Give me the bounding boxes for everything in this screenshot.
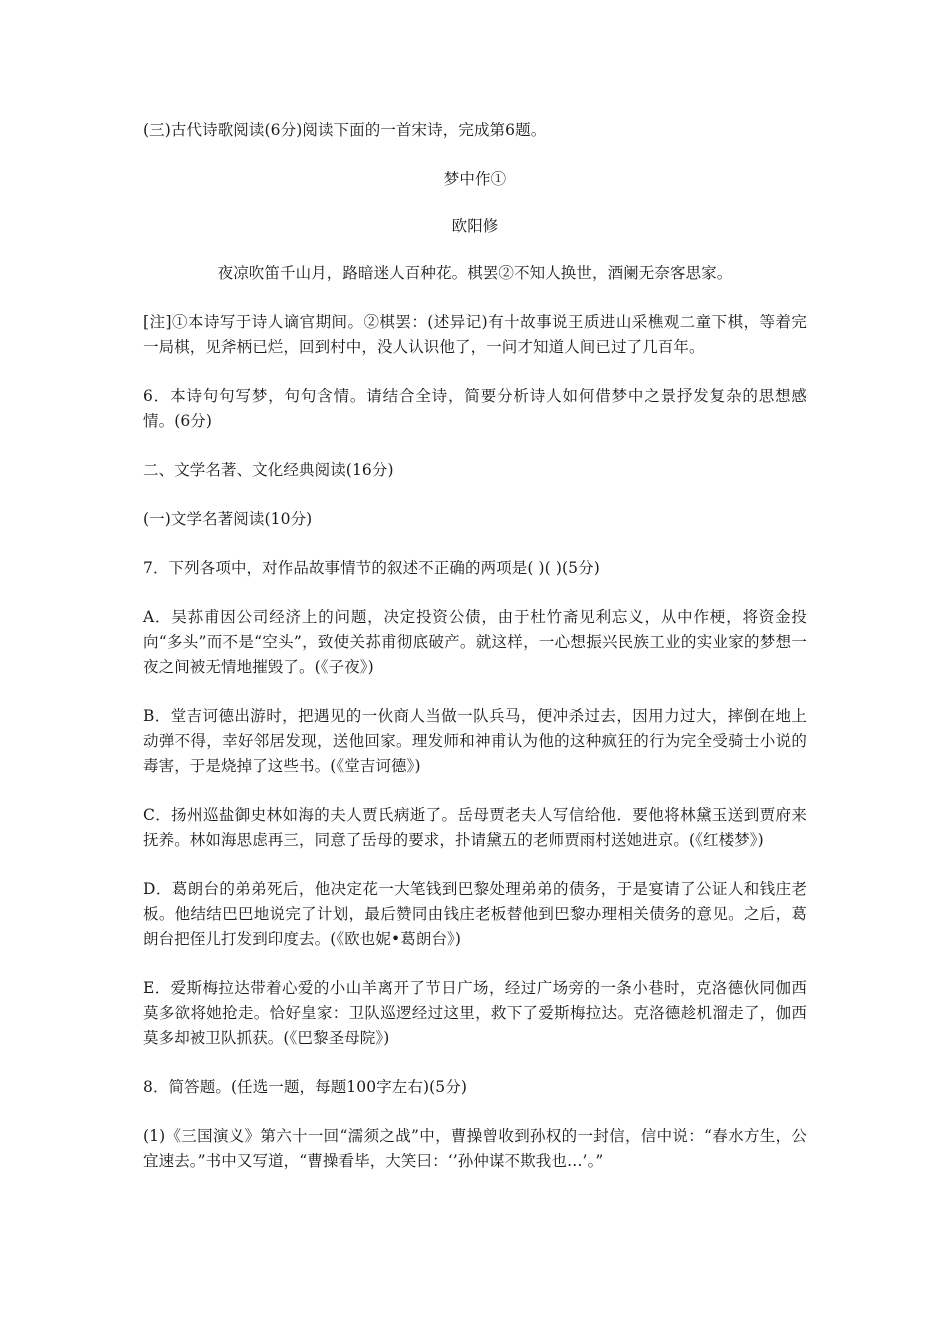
document-page [143, 118, 807, 1198]
section-2-heading: 二、文学名著、文化经典阅读(16分) [143, 461, 394, 479]
section-poetry-heading: (三)古代诗歌阅读(6分)阅读下面的一首宋诗，完成第6题。 [143, 121, 547, 139]
question-8: 8．简答题。(任选一题，每题100字左右)(5分) [143, 1078, 467, 1096]
poem-note: [注]①本诗写于诗人谪官期间。②棋罢：(述异记)有十故事说王质进山采樵观二童下棋，等着完一局棋，见斧柄已烂，回到村中，没人认识他了，一问才知道人间已过了几百年。 [143, 313, 807, 356]
option-e: E．爱斯梅拉达带着心爱的小山羊离开了节日广场，经过广场旁的一条小巷时，克洛德伙同伽西莫多欲将她抢走。恰好皇家：卫队巡逻经过这里，救下了爱斯梅拉达。克洛德趁机溜走了，伽西莫多却被卫队抓获。(《巴黎圣母院》) [143, 979, 807, 1047]
section-2-1-heading: (一)文学名著阅读(10分) [143, 510, 313, 528]
poem-title: 梦中作① [443, 170, 507, 188]
option-b: B．堂吉诃德出游时，把遇见的一伙商人当做一队兵马，便冲杀过去，因用力过大，摔倒在地上动弹不得，幸好邻居发现，送他回家。理发师和神甫认为他的这种疯狂的行为完全受骑士小说的毒害，于是烧掉了这些书。(《堂吉诃德》) [143, 707, 807, 775]
question-6: 6．本诗句句写梦，句句含情。请结合全诗，简要分析诗人如何借梦中之景抒发复杂的思想感情。(6分) [143, 387, 807, 430]
option-d: D．葛朗台的弟弟死后，他决定花一大笔钱到巴黎处理弟弟的债务，于是宴请了公证人和钱庄老板。他结结巴巴地说完了计划，最后赞同由钱庄老板替他到巴黎办理相关债务的意见。之后，葛朗台把侄儿打发到印度去。(《欧也妮•葛朗台》) [143, 880, 807, 948]
question-8-1: (1)《三国演义》第六十一回“濡须之战”中，曹操曾收到孙权的一封信，信中说：“春水方生，公宜速去。”书中又写道，“曹操看毕，大笑曰：‘’孙仲谋不欺我也…’。” [143, 1127, 807, 1170]
option-c: C．扬州巡盐御史林如海的夫人贾氏病逝了。岳母贾老夫人写信给他．要他将林黛玉送到贾府来抚养。林如海思虑再三，同意了岳母的要求，扑请黛五的老师贾雨村送她进京。(《红楼梦》) [143, 806, 807, 849]
question-7: 7．下列各项中，对作品故事情节的叙述不正确的两项是( )( )(5分) [143, 559, 600, 577]
poem-author: 欧阳修 [451, 217, 499, 235]
option-a: A．吴荪甫因公司经济上的问题，决定投资公债，由于杜竹斋见利忘义，从中作梗，将资金投向“多头”而不是“空头”，致使关荪甫彻底破产。就这样，一心想振兴民族工业的实业家的梦想一夜之间被无情地摧毁了。(《子夜》) [143, 608, 807, 676]
poem-text: 夜凉吹笛千山月，路暗迷人百种花。棋罢②不知人换世，酒阑无奈客思家。 [217, 264, 733, 282]
